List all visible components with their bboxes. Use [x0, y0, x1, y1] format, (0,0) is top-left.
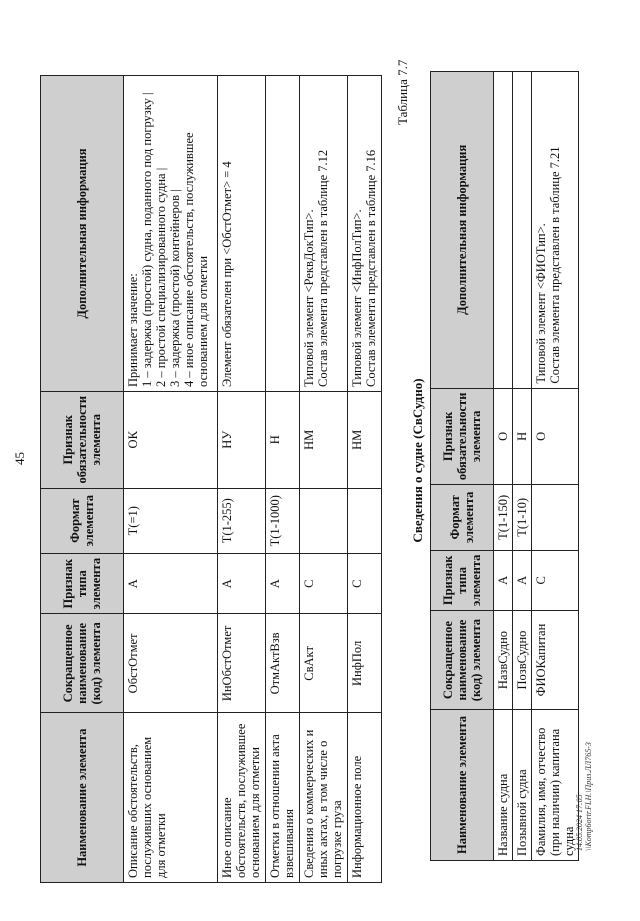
cell-code: ИнфПол — [348, 614, 382, 713]
header-info: Дополнительная информация — [41, 76, 124, 392]
cell-required: НУ — [218, 391, 266, 488]
header-required: Признак обязательности элемента — [431, 388, 494, 485]
cell-name: Иное описание обстоятельств, послужившее основанием для отметки — [218, 713, 266, 883]
cell-type: С — [348, 553, 382, 614]
cell-type: С — [532, 550, 579, 611]
header-code: Сокращенное наименование (код) элемента — [431, 611, 494, 710]
header-type: Признак типа элемента — [431, 550, 494, 611]
header-name: Наименование элемента — [431, 710, 494, 861]
table-row — [348, 76, 382, 883]
cell-type: А — [124, 553, 218, 614]
cell-required: ОК — [124, 391, 218, 488]
cell-name: Описание обстоятельств, послуживших основанием для отметки — [124, 713, 218, 883]
cell-type: А — [218, 553, 266, 614]
table-row — [300, 76, 348, 883]
cell-format: Т(1-10) — [513, 485, 532, 550]
table-row — [218, 76, 266, 883]
cell-required: О — [532, 388, 579, 485]
main-elements-table — [40, 75, 382, 883]
cell-type: А — [266, 553, 300, 614]
vessel-elements-table — [430, 71, 579, 861]
cell-name: Название судна — [494, 710, 513, 861]
table-header-row — [41, 76, 124, 883]
cell-type: А — [494, 550, 513, 611]
cell-info: Типовой элемент <ФИОТип>. Состав элемента представлен в таблице 7.21 — [532, 72, 579, 389]
cell-code: СвАкт — [300, 614, 348, 713]
table-row — [266, 76, 300, 883]
cell-name: Фамилия, имя, отчество (при наличии) капитана судна — [532, 710, 579, 861]
cell-format: Т(1-255) — [218, 488, 266, 553]
cell-format — [300, 488, 348, 553]
cell-format: Т(1-150) — [494, 485, 513, 550]
cell-code: ФИОКапитан — [532, 611, 579, 710]
cell-info: Типовой элемент <РеквДокТип>. Состав элемента представлен в таблице 7.12 — [300, 76, 348, 392]
cell-code: НазвСудно — [494, 611, 513, 710]
cell-name: Сведения о коммерческих и иных актах, в том числе о погрузке груза — [300, 713, 348, 883]
cell-type: С — [300, 553, 348, 614]
cell-required: О — [494, 388, 513, 485]
cell-info: Элемент обязателен при <ОбстОтмет> = 4 — [218, 76, 266, 392]
header-info: Дополнительная информация — [431, 72, 494, 389]
header-code: Сокращенное наименование (код) элемента — [41, 614, 124, 713]
vessel-section-title: Сведения о судне (СвСудно) — [410, 378, 425, 543]
cell-name: Информационное поле — [348, 713, 382, 883]
table-row — [494, 72, 513, 861]
cell-info — [266, 76, 300, 392]
page-number: 45 — [12, 452, 27, 465]
table-row — [124, 76, 218, 883]
header-name: Наименование элемента — [41, 713, 124, 883]
cell-code: ИнОбстОтмет — [218, 614, 266, 713]
cell-name: Позывной судна — [513, 710, 532, 861]
header-type: Признак типа элемента — [41, 553, 124, 614]
cell-format: Т(1-1000) — [266, 488, 300, 553]
cell-info: Типовой элемент <ИнфПолТип>. Состав элемента представлен в таблице 7.16 — [348, 76, 382, 392]
stamp-date: 14.05.2024 17:05 — [575, 794, 584, 851]
cell-required: НМ — [348, 391, 382, 488]
cell-required: Н — [513, 388, 532, 485]
header-required: Признак обязательности элемента — [41, 391, 124, 488]
table-label: Таблица 7.7 — [395, 59, 410, 125]
cell-format — [348, 488, 382, 553]
cell-info: Принимает значение: 1 – задержка (простой) судна, поданного под погрузку | 2 – простой специализированного судна | 3 – задержка (простой) контейнеров | 4 – иное описание обстоятельств, послужившее основанием для отметки — [124, 76, 218, 392]
table-row — [532, 72, 579, 861]
stamp-path: \\Komp6ortr.FLH.\Приз.ЛЛ765-3 — [584, 742, 593, 851]
cell-info — [494, 72, 513, 389]
cell-format: Т(=1) — [124, 488, 218, 553]
cell-code: ПозвСудно — [513, 611, 532, 710]
table-header-row — [431, 72, 494, 861]
table-row — [513, 72, 532, 861]
cell-format — [532, 485, 579, 550]
cell-name: Отметки в отношении акта взвешивания — [266, 713, 300, 883]
cell-type: А — [513, 550, 532, 611]
print-stamp — [575, 742, 593, 851]
cell-required: НМ — [300, 391, 348, 488]
header-format: Формат элемента — [41, 488, 124, 553]
cell-code: ОтмАктВзв — [266, 614, 300, 713]
header-format: Формат элемента — [431, 485, 494, 550]
cell-code: ОбстОтмет — [124, 614, 218, 713]
cell-info — [513, 72, 532, 389]
cell-required: Н — [266, 391, 300, 488]
